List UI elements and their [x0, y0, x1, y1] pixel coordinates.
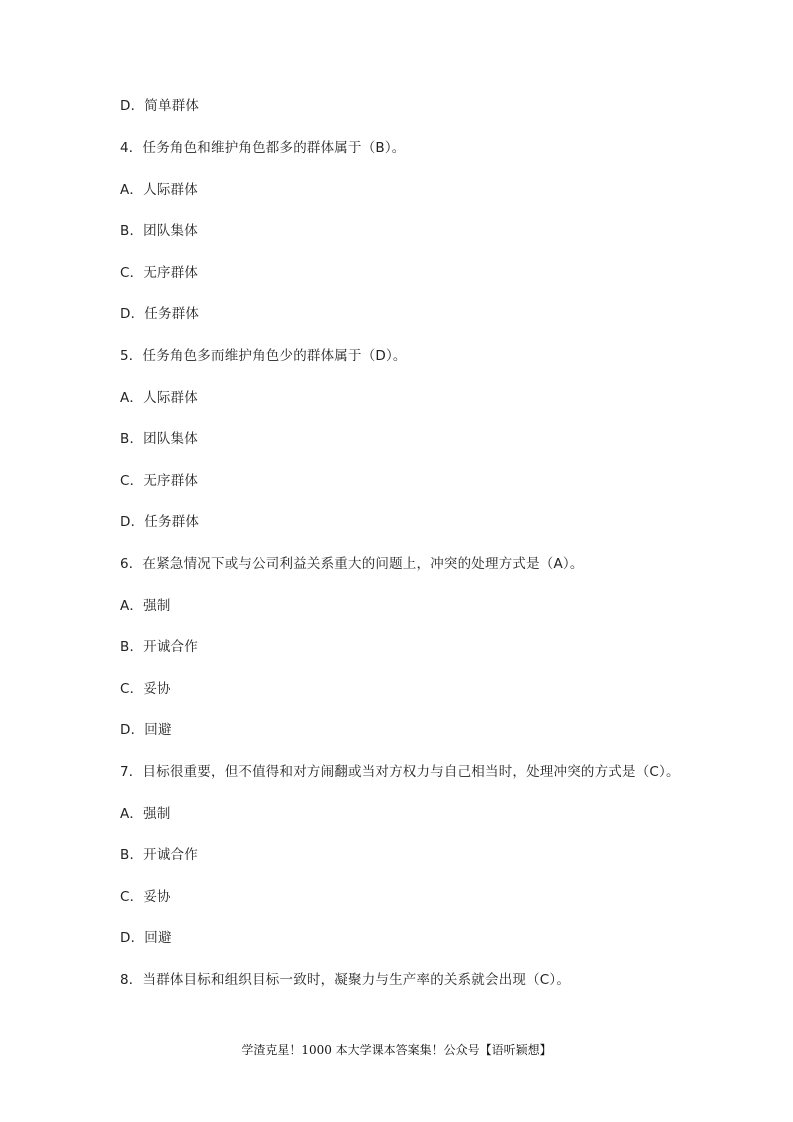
question-5: 5．任务角色多而维护角色少的群体属于（D）。 — [120, 348, 407, 364]
option-c-q4: C．无序群体 — [120, 265, 199, 281]
option-d-q7: D．回避 — [120, 930, 172, 946]
option-b-q5: B．团队集体 — [120, 431, 198, 447]
question-6: 6．在紧急情况下或与公司利益关系重大的问题上，冲突的处理方式是（A）。 — [120, 556, 584, 572]
option-a-q6: A．强制 — [120, 598, 171, 614]
option-d-q3: D．简单群体 — [120, 98, 200, 114]
question-8: 8．当群体目标和组织目标一致时，凝聚力与生产率的关系就会出现（C）。 — [120, 972, 571, 988]
option-b-q4: B．团队集体 — [120, 223, 198, 239]
option-a-q5: A．人际群体 — [120, 390, 198, 406]
page-footer: 学渣克星！1000 本大学课本答案集！公众号【语听颖想】 — [241, 1043, 552, 1057]
option-d-q5: D．任务群体 — [120, 514, 200, 530]
option-c-q6: C．妥协 — [120, 681, 171, 697]
option-a-q4: A．人际群体 — [120, 182, 198, 198]
question-7: 7．目标很重要，但不值得和对方闹翻或当对方权力与自己相当时，处理冲突的方式是（C）。 — [120, 764, 680, 780]
option-c-q7: C．妥协 — [120, 889, 171, 905]
question-4: 4．任务角色和维护角色都多的群体属于（B）。 — [120, 140, 406, 156]
option-d-q4: D．任务群体 — [120, 306, 200, 322]
option-b-q7: B．开诚合作 — [120, 847, 198, 863]
option-a-q7: A．强制 — [120, 806, 171, 822]
option-d-q6: D．回避 — [120, 722, 172, 738]
option-c-q5: C．无序群体 — [120, 473, 199, 489]
option-b-q6: B．开诚合作 — [120, 639, 198, 655]
